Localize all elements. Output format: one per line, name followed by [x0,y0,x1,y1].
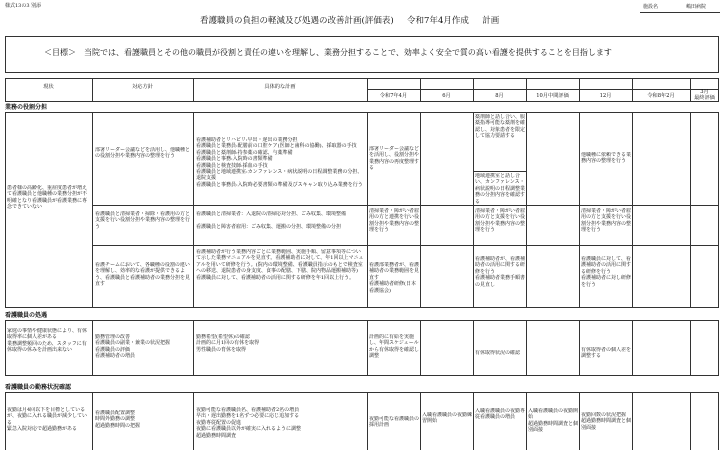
s1-r3-plan: 看護補助者が行う業務内容ごとに業務範囲、実施手順、留意事項等について示した業務マニュアルを見直す。看護補助者に対して、年1回以上マニュアルを用いて研修を行う。(院内の環境整備、看護職員指示のもとで検査室への移送、退院患者の身支度、食事の配膳、下膳、院内物品運搬補助等) 看護職員に対して、看護補助者の活用に関する研修を年1回以上行う。 [196,249,364,281]
s3-m4: 入職看護職員の夜勤開始 超過勤務時間調査と個別面接 [528,408,578,434]
facility-underline [640,12,720,13]
facility-label: 施設名 [643,4,659,10]
plan-label: 計画 [482,16,500,26]
s1-r2-m3: 清掃業者・障がい者雇用の方と支援を行い役割分担や業務内容の整理を行う [475,208,525,234]
s1-r1-plan: 看護補助者とリハビリ:早出・遅出の業務分担 看護職員と業務員:配膳前の口腔ケア(医師と歯科の協働)、採取器の手技 看護職員と薬剤師:持参薬の確認、与薬準備 看護職員と事務:入院時の書類準備 看護職員と検査技師:採血の手技 看護職員と地域連携室:カンファレンス・病状説明の日程調整業務の分担、退院支援 看護職員と事務員:入院時必要書類の準備及びスキャン取り込み業務を行う [196,137,363,188]
col-plan: 具体的な計画 [264,84,296,90]
col-m4: 10月中間評価 [536,93,569,99]
s3-m3: 入職看護職員の夜勤専従看護職員の増員 [475,408,525,421]
col-m5: 12月 [599,93,612,99]
s2-m5: 有休取得者の個人差を調整する [581,347,631,360]
s3-issue: 夜勤は月4回以下を目標としているが、夜勤に入れる職員が減少している 緊急入院対応で超過勤務がある [7,407,88,433]
s1-r2-plan: 看護職員と清掃業者：入退院の清掃応対分担、ごみ収集、環境整備 看護職員と障害者雇用：ごみ収集、運搬の分担、環境整備の分担 [196,211,347,230]
s3-m5: 夜勤回数の状況把握 超過勤務時間調査と個別面接 [581,412,631,431]
title-text: 看護職員の負担の軽減及び処遇の改善計画(評価表) [200,16,394,26]
s1-r2-m1: 清掃業者・障がい者雇用の方と連携を行い役割分担や業務内容の整理を行う [369,208,419,234]
section-role-sharing: 業務の役割分担 [5,104,48,111]
s1-r1-m3a: 薬剤師と話し合い、服薬指導可能な薬剤を確認し、対象患者を限定して協力要請する [475,114,525,140]
s2-issue: 家庭の事情や健康状態により、有休取得率に個人差がある 業務調整頻回のため、スタッフに有休取得の休みを計画出来ない [7,328,88,354]
section-treatment: 看護職員の処遇 [5,312,48,319]
s3-policy: 看護職員配置調整 時間外勤務の調整 超過勤務時間の把握 [95,410,141,429]
s2-m3: 有休取得状況の確認 [475,350,521,356]
s1-r2-policy: 看護職員と清掃業者・掃除・看護用の方と支援を行い役割分担や業務内容の整理を行う [95,211,191,230]
s2-plan: 勤務希望(希望休)の確認 計画的に月1回の有休を取得 男性職員の育休を取得 [196,334,260,353]
section-work-status: 看護職員の勤務状況確認 [5,384,72,391]
page-title [200,16,499,26]
s1-r2-m5: 清掃業者・障がい者雇用の方と支援を行い役割分担や業務内容の整理を行う [581,208,631,234]
s1-r3-m5: 看護職員に対して、看護補助者の活用に関する研修を行う 看護補助者に対し研修を行う [581,256,631,288]
form-number: 様式13の3 別添 [5,3,42,9]
s3-m1: 夜勤可能な看護職員の採用計画 [369,416,419,429]
s1-r3-m1: 看護部業務者が、看護補助者の業務範囲を見直す 看護補助者研修(日本看護協会) [369,262,419,294]
col-m2: 6月 [442,93,451,99]
facility-name: 嶋田病院 [686,4,707,10]
s2-policy: 勤務管理の改善 看護職員の副業・兼業の状況把握 看護職員の評価 看護補助者の増員 [95,334,171,360]
s1-issue: 患者様の高齢化、重症度患者が増えて看護職員と他職種の業務分担が不明確となり看護職員が看護業務に専念できていない [7,185,88,211]
s1-r3-m3: 看護補助者が、看護補助者の活用に関する研修を行う 看護補助者業務手順書の見直し [475,256,525,288]
s2-m1: 計画的に有給を実施し、年間スケジュールから有休取得を確認し調整 [369,334,419,360]
col-m1: 令和7年4月 [379,93,408,99]
col-m3: 8月 [495,93,504,99]
s3-m2: 入職看護職員の夜勤練習開始 [422,412,472,425]
s1-r1-m5: 他職種に依頼できる業務内容の整理を行う [581,152,631,165]
s1-r1-policy: 部署リーダー会議などを活用し、他職種との役割分担や業務内容の整理を行う [95,147,191,160]
s1-r1-m3b: 地域連携室と話し合い、カンファレンス・病状説明の日程調整業務の分担内容を確認する [475,173,525,205]
col-issue: 現状 [43,84,54,90]
col-policy: 対応方針 [132,84,153,90]
s3-plan: 夜勤可能な看護職員名、看護補助者2名の増員 早出・遅出勤務を1名ずつ必要に応じ追加する 夜勤専従配置の促進 夜勤に看護職員以外が確実に入れるように調整 超過勤務時間調査 [196,407,302,439]
col-m7: 3月 最終評価 [694,89,715,101]
s1-r3-policy: 看護チームにおいて、各職種の役割の違いを理解し、効率的な看護が提供できるよう、看護職員と看護補助者の業務分担を見直す [95,262,191,288]
col-m6: 令和8年2月 [647,93,675,99]
s1-r1-m1: 部署リーダー会議などを活用し、役割分担や業務内容の再度整理する [369,146,419,172]
goal-text: ＜目標＞ 当院では、看護職員とその他の職員が役割と責任の違いを理解し、業務分担することで、効率よく安全で質の高い看護を提供することを目指します [44,48,612,57]
created-date: 令和7年4月作成 [407,16,469,26]
